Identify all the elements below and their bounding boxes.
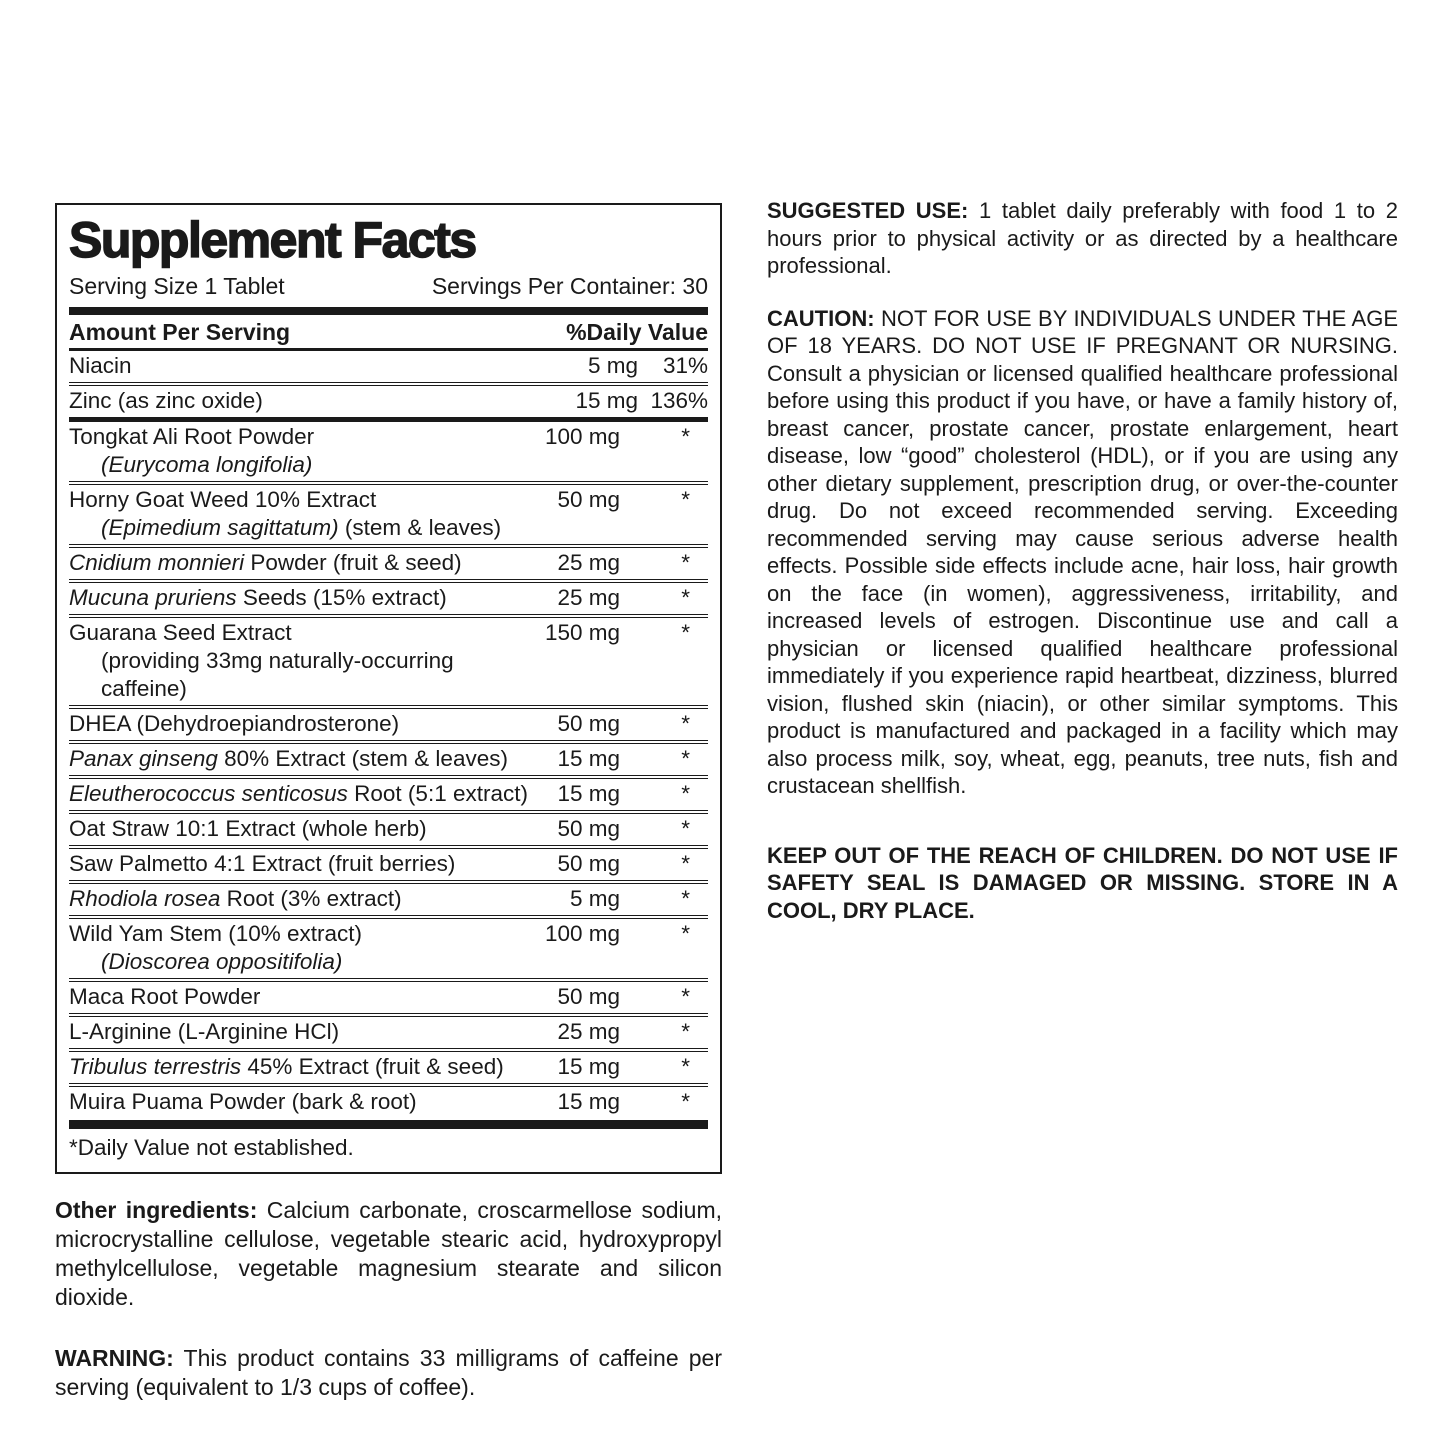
ingredient-amount: 15 mg (557, 781, 620, 806)
ingredient-row (69, 544, 708, 579)
suggested-use-label: SUGGESTED USE: (767, 198, 969, 223)
other-ingredients-text: Calcium carbonate, croscarmellose sodium, microcrystalline cellulose, vegetable stearic acid, hydroxypropyl methylcellulose, vegetable magnesium stearate and silicon dioxide. (55, 1197, 722, 1310)
servings-per-container: Servings Per Container: 30 (431, 273, 708, 299)
caution-text: NOT FOR USE BY INDIVIDUALS UNDER THE AGE OF 18 YEARS. DO NOT USE IF PREGNANT OR NURSING. Consult a physician or licensed qualified healthcare professional before using this product if you have, or have a family history of, breast cancer, prostate cancer, prostate enlargement, heart disease, low “good” cholesterol (HDL), or if you are using any other dietary supplement, prescription drug, or over-the-counter drug. Do not exceed recommended serving. Exceeding recommended serving may cause serious adverse health effects. Possible side effects include acne, hair loss, hair growth on the face (in women), aggressiveness, irritability, and increased levels of estrogen. Discontinue use and call a physician or licensed qualified healthcare professional immediately if you experience rapid heartbeat, dizziness, blurred vision, flushed skin (niacin), or other similar symptoms. This product is manufactured and packaged in a facility which may also process milk, soy, wheat, egg, peanuts, tree nuts, fish and crustacean shellfish. (767, 305, 1398, 798)
ingredient-amount: 50 mg (557, 984, 620, 1009)
ingredient-daily-value: * (681, 585, 690, 610)
serving-size: Serving Size 1 Tablet (69, 273, 285, 299)
ingredient-row (69, 579, 708, 614)
ingredient-daily-value: * (681, 550, 690, 575)
ingredient-amount: 150 mg (544, 620, 620, 645)
supplement-facts-panel (55, 203, 722, 1174)
ingredient-row (69, 481, 708, 544)
ingredient-daily-value: 136% (650, 388, 708, 413)
column-header-amount: Amount Per Serving (69, 319, 291, 345)
ingredient-row (69, 614, 708, 705)
ingredient-name: Guarana Seed Extract (providing 33mg naturally-occurring caffeine) (69, 620, 454, 701)
column-header-daily-value: %Daily Value (566, 319, 708, 345)
ingredient-name: Panax ginseng 80% Extract (stem & leaves) (69, 746, 508, 771)
ingredient-amount: 15 mg (557, 1089, 620, 1114)
ingredient-name: Rhodiola rosea Root (3% extract) (69, 886, 402, 911)
divider-bar-top (69, 307, 708, 315)
ingredient-daily-value: * (681, 886, 690, 911)
caution-label: CAUTION: (767, 305, 875, 331)
ingredient-row (69, 775, 708, 810)
ingredient-daily-value: * (681, 921, 690, 946)
ingredient-amount: 100 mg (544, 424, 620, 449)
ingredient-row (69, 1048, 708, 1083)
warning-text: This product contains 33 milligrams of caffeine per serving (equivalent to 1/3 cups of coffee). (55, 1345, 722, 1400)
ingredient-name: L-Arginine (L-Arginine HCl) (69, 1019, 340, 1044)
ingredient-daily-value: * (681, 781, 690, 806)
ingredient-row (69, 705, 708, 740)
ingredient-row (69, 810, 708, 845)
other-ingredients-label: Other ingredients: (55, 1197, 258, 1223)
ingredient-name: Cnidium monnieri Powder (fruit & seed) (69, 550, 462, 575)
ingredient-name: Tribulus terrestris 45% Extract (fruit & seed) (69, 1054, 504, 1079)
ingredient-row (69, 382, 708, 417)
ingredient-name: Tongkat Ali Root Powder (Eurycoma longifolia) (69, 424, 315, 477)
suggested-use (767, 197, 1398, 280)
ingredient-name: Eleutherococcus senticosus Root (5:1 extract) (69, 781, 528, 806)
ingredient-name: DHEA (Dehydroepiandrosterone) (69, 711, 400, 736)
ingredient-daily-value: * (681, 746, 690, 771)
ingredient-daily-value: * (681, 1019, 690, 1044)
left-column (55, 203, 722, 1402)
ingredient-amount: 50 mg (557, 851, 620, 876)
warning (55, 1344, 722, 1402)
ingredient-amount: 50 mg (557, 487, 620, 512)
serving-info (69, 272, 708, 300)
ingredient-rows (69, 351, 708, 1118)
ingredient-amount: 25 mg (557, 550, 620, 575)
keep-out-notice: KEEP OUT OF THE REACH OF CHILDREN. DO NOT USE IF SAFETY SEAL IS DAMAGED OR MISSING. STORE IN A COOL, DRY PLACE. (767, 842, 1398, 923)
ingredient-name: Muira Puama Powder (bark & root) (69, 1089, 417, 1114)
ingredient-row (69, 740, 708, 775)
ingredient-row (69, 1083, 708, 1118)
ingredient-row (69, 915, 708, 978)
ingredient-name: Maca Root Powder (69, 984, 261, 1009)
ingredient-amount: 50 mg (557, 711, 620, 736)
ingredient-daily-value: * (681, 816, 690, 841)
other-ingredients (55, 1196, 722, 1312)
ingredient-amount: 5 mg (569, 886, 620, 911)
ingredient-daily-value: 31% (662, 353, 708, 378)
ingredient-row (69, 1013, 708, 1048)
caution (767, 305, 1398, 800)
ingredient-amount: 15 mg (557, 746, 620, 771)
ingredient-amount: 50 mg (557, 816, 620, 841)
right-column (767, 197, 1398, 924)
table-header (69, 315, 708, 351)
ingredient-row (69, 845, 708, 880)
ingredient-daily-value: * (681, 851, 690, 876)
ingredient-amount: 25 mg (557, 585, 620, 610)
ingredient-daily-value: * (681, 487, 690, 512)
ingredient-daily-value: * (681, 984, 690, 1009)
ingredient-amount: 25 mg (557, 1019, 620, 1044)
ingredient-name: Oat Straw 10:1 Extract (whole herb) (69, 816, 427, 841)
ingredient-daily-value: * (681, 620, 690, 645)
ingredient-name: Mucuna pruriens Seeds (15% extract) (69, 585, 447, 610)
suggested-use-text: 1 tablet daily preferably with food 1 to 2 hours prior to physical activity or as directed by a healthcare professional. (767, 198, 1398, 278)
warning-label: WARNING: (55, 1345, 174, 1371)
ingredient-row (69, 417, 708, 481)
ingredient-name: Niacin (69, 353, 132, 378)
ingredient-daily-value: * (681, 1054, 690, 1079)
ingredient-daily-value: * (681, 424, 690, 449)
ingredient-row (69, 351, 708, 382)
ingredient-name: Horny Goat Weed 10% Extract (Epimedium sagittatum) (stem & leaves) (69, 487, 502, 540)
ingredient-name: Wild Yam Stem (10% extract) (Dioscorea oppositifolia) (69, 921, 362, 974)
ingredient-row (69, 880, 708, 915)
panel-title: Supplement Facts (69, 212, 476, 268)
ingredient-amount: 100 mg (544, 921, 620, 946)
ingredient-name: Saw Palmetto 4:1 Extract (fruit berries) (69, 851, 456, 876)
dv-footnote: *Daily Value not established. (69, 1135, 354, 1160)
ingredient-name: Zinc (as zinc oxide) (69, 388, 263, 413)
ingredient-amount: 15 mg (575, 388, 638, 413)
ingredient-daily-value: * (681, 1089, 690, 1114)
ingredient-daily-value: * (681, 711, 690, 736)
ingredient-amount: 15 mg (557, 1054, 620, 1079)
ingredient-row (69, 978, 708, 1013)
ingredient-amount: 5 mg (587, 353, 638, 378)
divider-bar-bottom (69, 1120, 708, 1129)
